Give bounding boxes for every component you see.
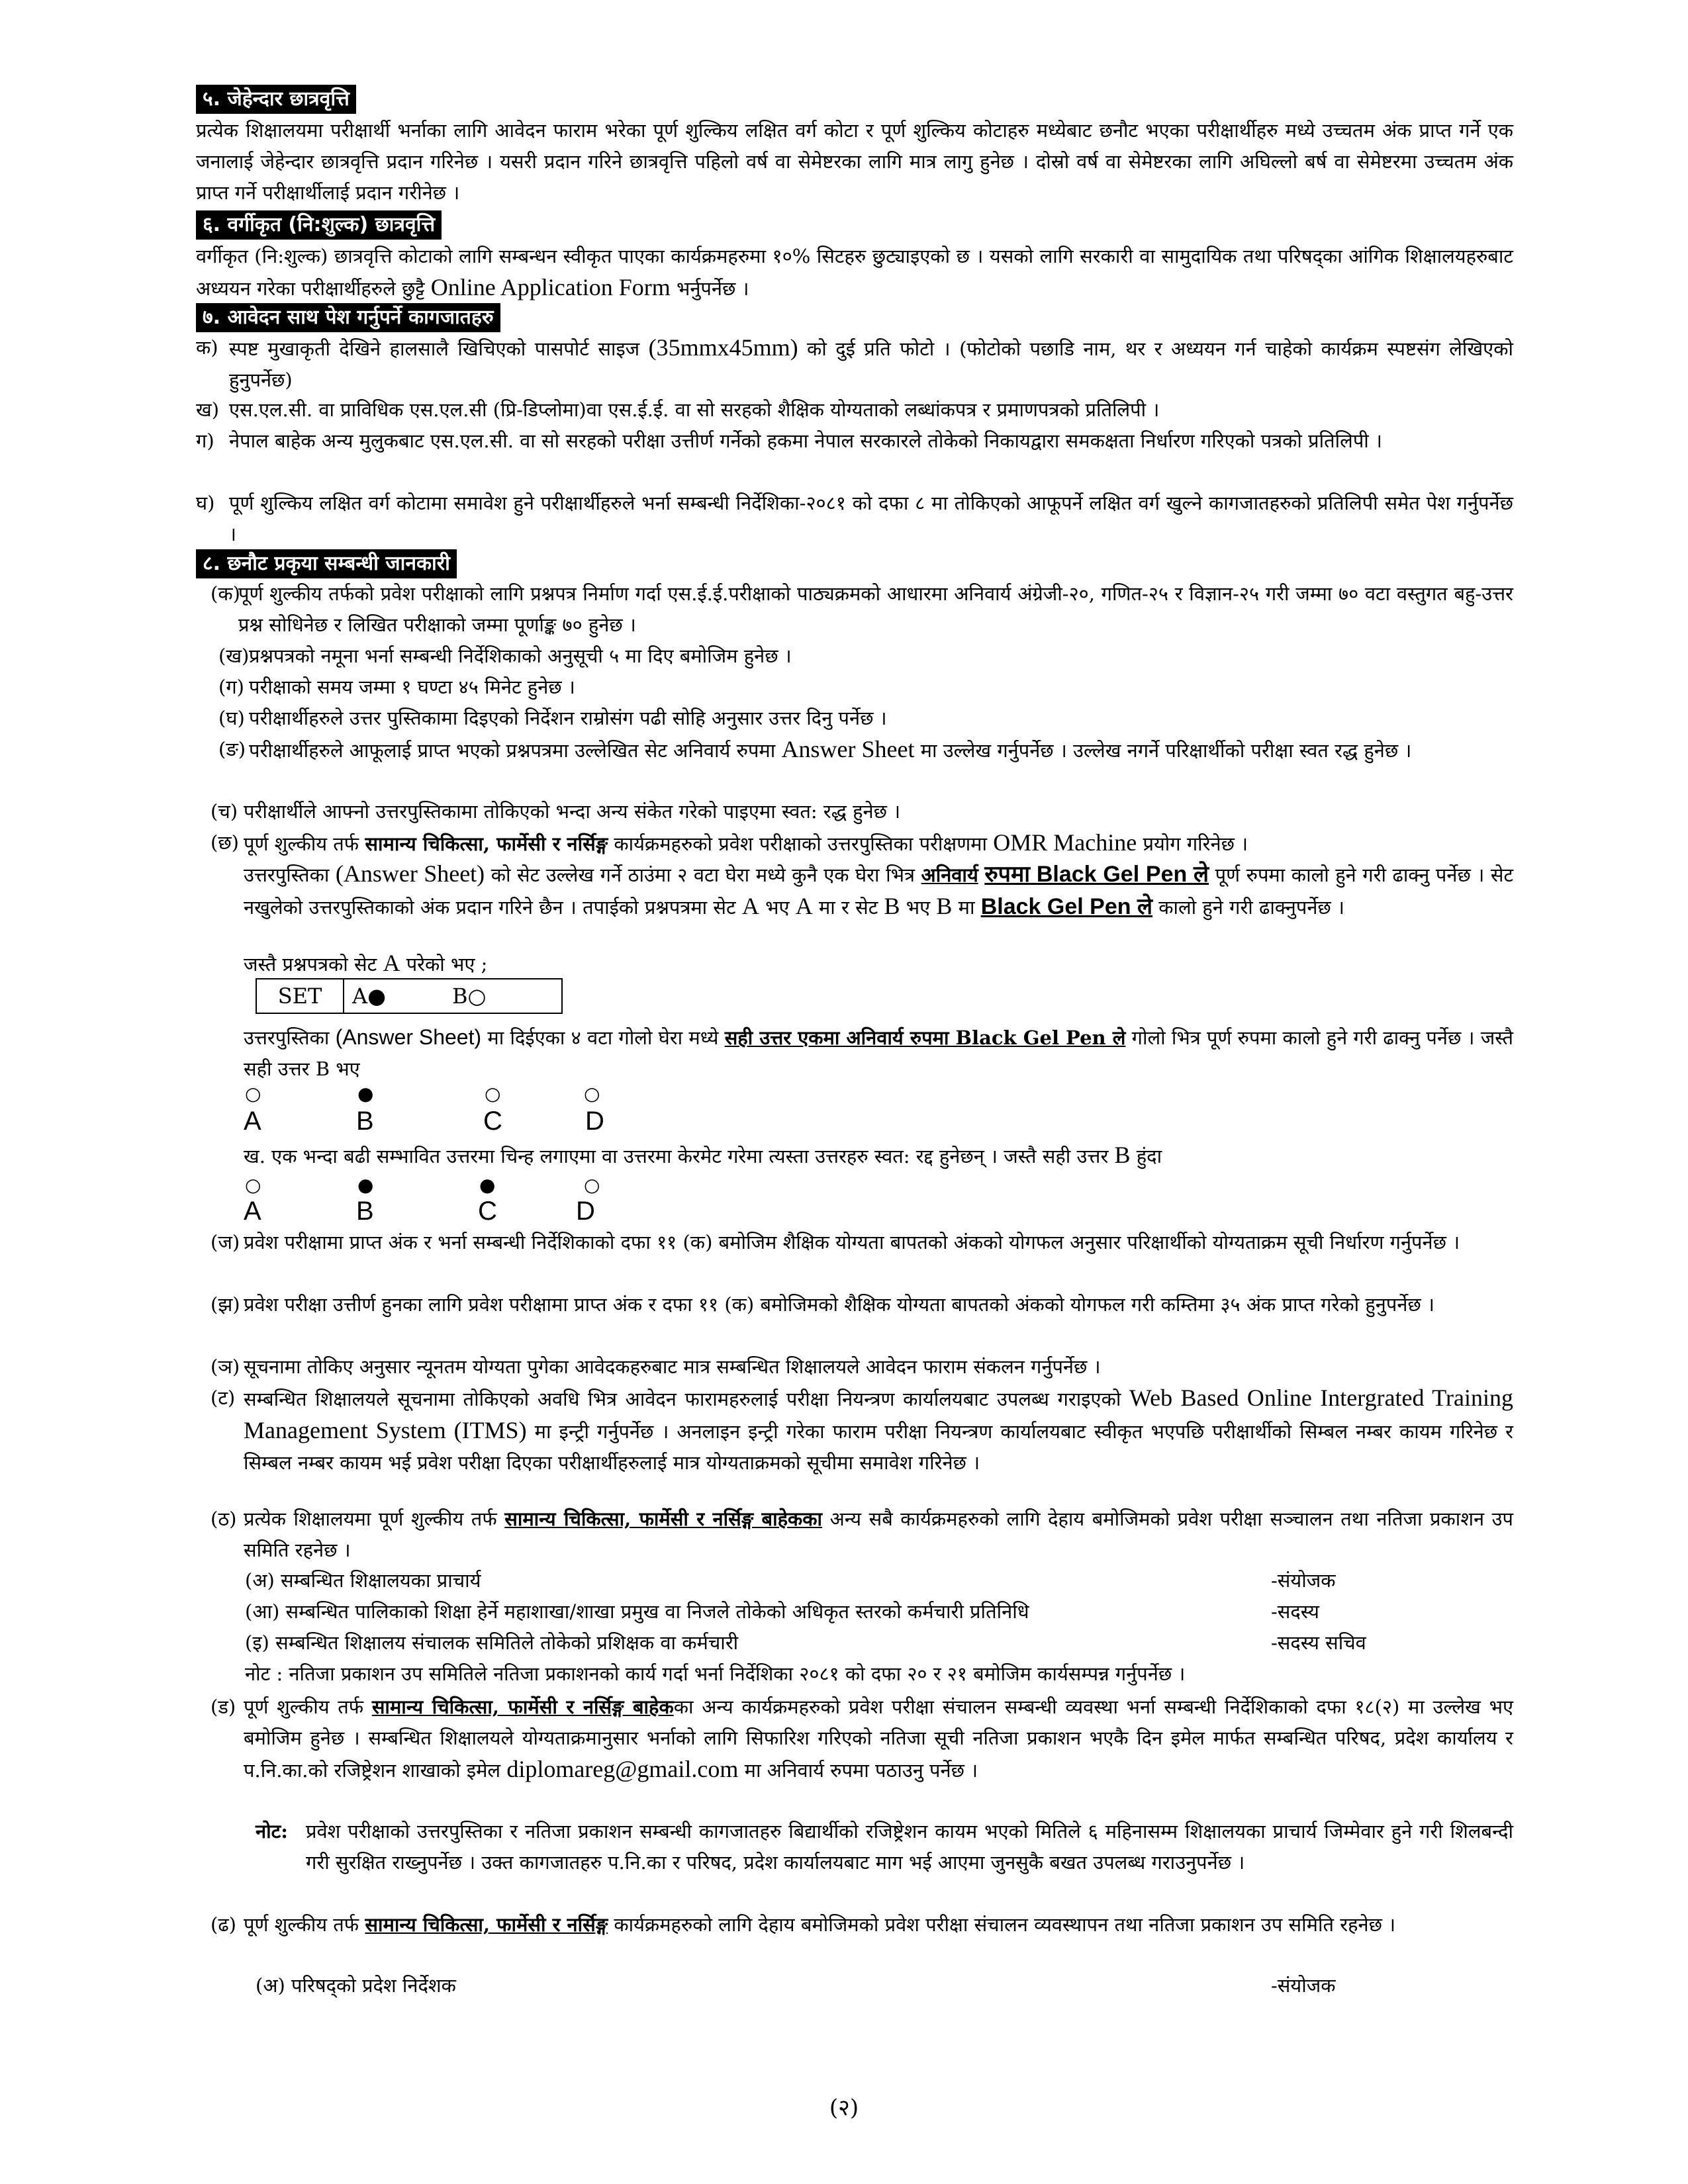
- item-text-tail: मा उल्लेख गर्नुपर्नेछ । उल्लेख नगर्ने परिक्षार्थीको परीक्षा स्वत रद्ध हुनेछ ।: [920, 739, 1412, 762]
- bubble-empty: ○: [584, 1174, 600, 1196]
- item-label: (घ): [218, 707, 245, 729]
- committee-role: -सदस्य: [1271, 1600, 1319, 1623]
- item-text-tail: कार्यक्रमहरुको लागि देहाय बमोजिमको प्रवेश परीक्षा संचालन व्यवस्थापन तथा नतिजा प्रकाशन उप समिति रहनेछ ।: [614, 1913, 1396, 1936]
- section-5-body: प्रत्येक शिक्षालयमा परीक्षार्थी भर्नाका लागि आवेदन फाराम भरेका पूर्ण शुल्किय लक्षित वर्ग कोटा र पूर्ण शुल्किय कोटाहरु मध्येबाट छनौट भएका परीक्षार्थीहरु मध्ये उच्चतम अंक प्राप्त गर्ने एक जनालाई जेहेन्दार छात्रवृत्ति प्रदान गरिनेछ । यसरी प्रदान गरिने छात्रवृत्ति पहिलो वर्ष वा सेमेष्टरका लागि मात्र लागु हुनेछ । दोस्रो वर्ष वा सेमेष्टरका लागि अघिल्लो बर्ष वा सेमेष्टरमा उच्चतम अंक प्राप्त गर्ने परीक्षार्थीलाई प्रदान गरीनेछ ।: [196, 119, 1513, 204]
- item-text-mid: कार्यक्रमहरुको प्रवेश परीक्षाको उत्तरपुस्तिका परीक्षणमा: [614, 833, 988, 855]
- text: को सेट उल्लेख गर्ने ठाउंमा २ वटा घेरा मध्ये कुनै एक घेरा भित्र: [491, 864, 915, 886]
- text: पूर्ण रुपमा कालो हुने गरी ढाक्नु पर्नेछ । सेट नखुलेको उत्तरपुस्तिकाको अंक प्रदान गरिने छैन । तपाईको प्रश्नपत्रमा सेट: [244, 864, 1514, 919]
- item-label: (ग): [218, 676, 244, 698]
- item-label: ग): [196, 430, 214, 452]
- item-text: सम्बन्धित शिक्षालयले सूचनामा तोकिएको अवधि भित्र आवेदन फारामहरुलाई परीक्षा नियन्त्रण कार्यालयबाट उपलब्ध गराइएको: [244, 1388, 1121, 1410]
- section-7-item-kha: [196, 394, 1513, 426]
- item-text-tail: मा अनिवार्य रुपमा पठाउनु पर्नेछ ।: [744, 1759, 978, 1782]
- section-7-item-ga: [196, 426, 1513, 457]
- item-label: (छ): [211, 831, 239, 854]
- text: उत्तरपुस्तिका: [244, 1026, 330, 1049]
- text: गोलो भित्र पूर्ण रुपमा कालो हुने गरी ढाक्नु पर्नेछ । जस्तै सही उत्तर B भए: [244, 1026, 1514, 1080]
- section-8-item-ta: [211, 1383, 1513, 1479]
- set-letter: A: [795, 893, 813, 919]
- section-5-heading: ५. जेहेन्दार छात्रवृत्ति: [196, 85, 356, 114]
- item-label: (च): [211, 800, 238, 823]
- committee-role: -सदस्य सचिव: [1271, 1631, 1366, 1654]
- item-text-tail: मा इन्ट्री गर्नुपर्नेछ । अनलाइन इन्ट्री गरेका फाराम परीक्षा नियन्त्रण कार्यालयबाट स्वीकृत भएपछि परीक्षार्थीको सिम्बल नम्बर कायम गरिनेछ र सिम्बल नम्बर कायम भई प्रवेश परीक्षा दिएका परीक्षार्थीहरुलाई मात्र योग्यताक्रमको सूचीमा समावेश गरिनेछ ।: [244, 1420, 1514, 1474]
- set-option-b: B○: [452, 983, 487, 1009]
- note-text: प्रवेश परीक्षाको उत्तरपुस्तिका र नतिजा प्रकाशन सम्बन्धी कागजातहरु बिद्यार्थीको रजिष्ट्रेशन कायम भएको मितिले ६ महिनासम्म शिक्षालयका प्राचार्य जिम्मेवार हुने गरी शिलबन्दी गरी सुरक्षित राख्नुपर्नेछ । उक्त कागजातहरु प.नि.का र परिषद, प्रदेश कार्यालयबाट माग भई आएमा जुनसुकै बखत उपलब्ध गराउनुपर्नेछ ।: [306, 1820, 1513, 1874]
- item-label: (ङ): [218, 738, 246, 760]
- text: भए: [906, 896, 931, 919]
- section-8-item-ja: [211, 1227, 1513, 1258]
- item-text: परीक्षार्थीहरुले आफूलाई प्राप्त भएको प्रश्नपत्रमा उल्लेखित सेट अनिवार्य रुपमा: [249, 739, 776, 762]
- set-options-cell: [344, 979, 561, 1013]
- item-text: प्रवेश परीक्षा उत्तीर्ण हुनका लागि प्रवेश परीक्षामा प्राप्त अंक र दफा ११ (क) बमोजिमको शैक्षिक योग्यता बापतको अंकको योगफल गरी कम्तिमा ३५ अंक प्राप्त गरेको हुनुपर्नेछ ।: [244, 1293, 1434, 1316]
- option-letter: A: [244, 1107, 261, 1136]
- option-letter: B: [356, 1107, 374, 1136]
- example-set-line: [244, 948, 1513, 980]
- text: जस्तै प्रश्नपत्रको सेट: [244, 953, 377, 976]
- item-text: एस.एल.सी. वा प्राविधिक एस.एल.सी (प्रि-डिप्लोमा)वा एस.ई.ई. वा सो सरहको शैक्षिक योग्यताको लब्धांकपत्र र प्रमाणपत्रको प्रतिलिपी ।: [229, 398, 1160, 421]
- set-letter: A: [741, 893, 759, 919]
- section-7-item-ka: [196, 332, 1513, 396]
- item-label: (ठ): [211, 1508, 237, 1530]
- item-label: (ञ): [211, 1355, 240, 1378]
- item-label: (ज): [211, 1231, 240, 1253]
- section-8-item-ka: [211, 578, 1513, 641]
- section-8-heading: ८. छनौट प्रकृया सम्बन्धी जानकारी: [196, 549, 457, 578]
- item-text-mid: का अन्य कार्यक्रमहरुको प्रवेश परीक्षा संचालन सम्बन्धी व्यवस्था भर्ना सम्बन्धी निर्देशिकाको दफा १८(२) मा उल्लेख भए बमोजिम हुनेछ । सम्बन्धित शिक्षालयले योग्यताक्रमानुसार भर्नाको लागि सिफारिश गरिएको नतिजा सूची नतिजा प्रकाशन भएकै दिन इमेल मार्फत सम्बन्धित परिषद, प्रदेश कार्यालय र प.नि.का.को रजिष्ट्रेशन शाखाको इमेल: [244, 1696, 1514, 1782]
- text: मा दिईएका ४ वटा गोलो घेरा मध्ये: [487, 1026, 719, 1049]
- bubble-filled: ●: [357, 1174, 374, 1196]
- set-letter: A: [383, 950, 400, 976]
- item-text: प्रश्नपत्रको नमूना भर्ना सम्बन्धी निर्देशिकाको अनुसूची ५ मा दिए बमोजिम हुनेछ ।: [249, 645, 792, 667]
- text: परेको भए ;: [406, 953, 488, 976]
- option-letter: D: [585, 1107, 604, 1136]
- online-form-text: Online Application Form: [430, 274, 671, 300]
- text: उत्तरपुस्तिका: [244, 864, 330, 886]
- section-8-item-dha: [211, 1909, 1513, 1940]
- item-label: (ट): [211, 1387, 236, 1409]
- section-8-item-da: [211, 1692, 1513, 1786]
- committee-member: (आ) सम्बन्धित पालिकाको शिक्षा हेर्ने महाशाखा/शाखा प्रमुख वा निजले तोकेको अधिकृत स्तरको कर्मचारी प्रतिनिधि: [245, 1600, 1029, 1623]
- section-6-text: वर्गीकृत (नि:शुल्क) छात्रवृत्ति कोटाको लागि सम्बन्धन स्वीकृत पाएका कार्यक्रमहरुमा १०% सिटहरु छुट्याइएको छ । यसको लागि सरकारी वा सामुदायिक तथा परिषद्का आंगिक शिक्षालयहरुबाट अध्ययन गरेका परीक्षार्थीहरुले छुट्टै: [196, 245, 1513, 300]
- committee-member: (इ) सम्बन्धित शिक्षालय संचालक समितिले तोकेको प्रशिक्षक वा कर्मचारी: [245, 1631, 739, 1654]
- item-text-tail: प्रयोग गरिनेछ ।: [1143, 833, 1248, 855]
- answer-sheet-text: (Answer Sheet): [335, 1025, 482, 1049]
- set-option-a: A●: [352, 983, 387, 1009]
- item-text: पूर्ण शुल्कीय तर्फको प्रवेश परीक्षाको लागि प्रश्नपत्र निर्माण गर्दा एस.ई.ई.परीक्षाको पाठ्यक्रमको आधारमा अनिवार्य अंग्रेजी-२०, गणित-२५ र विज्ञान-२५ गरी जम्मा ७० वटा वस्तुगत बहु-उत्तर प्रश्न सोधिनेछ र लिखित परीक्षाको जम्मा पूर्णाङ्क ७० हुनेछ ।: [238, 582, 1513, 636]
- item-text-tail: को दुई प्रति फोटो । (फोटोको पछाडि नाम, थर र अध्ययन गर्न चाहेको कार्यक्रम स्पष्टसंग लेखिएको हुनुपर्नेछ): [229, 338, 1513, 391]
- committee-member: (अ) परिषद्को प्रदेश निर्देशक: [256, 1974, 456, 1997]
- item-label: क): [196, 336, 218, 359]
- emphasis-text: सही उत्तर एकमा अनिवार्य रुपमा Black Gel Pen ले: [724, 1026, 1126, 1049]
- email-address: diplomareg@gmail.com: [506, 1756, 739, 1782]
- section-8-item-nga: [218, 734, 1513, 766]
- page-number: (२): [829, 2095, 859, 2121]
- item-text: पूर्ण शुल्किय लक्षित वर्ग कोटामा समावेश हुने परीक्षार्थीहरुले भर्ना सम्बन्धी निर्देशिका-२०८१ को दफा ८ मा तोकिएको आफूपर्ने लक्षित वर्ग खुल्ने कागजातहरुको प्रतिलिपी समेत पेश गर्नुपर्नेछ ।: [229, 492, 1513, 545]
- option-letter: B: [356, 1197, 374, 1226]
- bubble-empty: ○: [245, 1174, 261, 1196]
- option-letter: D: [576, 1197, 595, 1226]
- text: मा र सेट: [818, 896, 878, 919]
- section-8-item-kha: [218, 641, 1513, 672]
- omr-machine-text: OMR Machine: [993, 829, 1137, 856]
- option-letter: C: [478, 1197, 497, 1226]
- committee-member: (अ) सम्बन्धित शिक्षालयका प्राचार्य: [245, 1569, 481, 1592]
- emphasis-text: सामान्य चिकित्सा, फार्मेसी र नर्सिङ्ग: [365, 1913, 608, 1936]
- section-8-item-jha: [211, 1289, 1513, 1320]
- section-7-heading: ७. आवेदन साथ पेश गर्नुपर्ने कागजातहरु: [196, 303, 500, 332]
- committee-role: -संयोजक: [1271, 1569, 1336, 1592]
- text: हुंदा: [1136, 1145, 1162, 1167]
- text: भए: [765, 896, 790, 919]
- bubble-empty: ○: [245, 1083, 261, 1105]
- set-letter: B: [884, 893, 900, 919]
- item-label: (ख): [218, 645, 250, 667]
- item-text: परीक्षाको समय जम्मा १ घण्टा ४५ मिनेट हुनेछ ।: [249, 676, 575, 698]
- item-label: (ढ): [211, 1913, 236, 1936]
- section-8-item-chha: [211, 827, 1513, 860]
- section-8-item-tha: [211, 1504, 1513, 1566]
- item-label: (ड): [211, 1696, 236, 1718]
- itms-system-name: Web Based Online Intergrated Training Management System (ITMS): [244, 1385, 1513, 1443]
- section-6-heading: ६. वर्गीकृत (नि:शुल्क) छात्रवृत्ति: [196, 210, 442, 240]
- section-8-item-gha: [218, 703, 1513, 734]
- option-letter: C: [483, 1107, 502, 1136]
- answer-sheet-text: Answer Sheet: [781, 736, 915, 762]
- item-text: पूर्ण शुल्कीय तर्फ: [244, 833, 359, 855]
- item-text-tail: अन्य सबै कार्यक्रमहरुको लागि देहाय बमोजिमको प्रवेश परीक्षा सञ्चालन तथा नतिजा प्रकाशन उप समिति रहनेछ ।: [244, 1508, 1514, 1561]
- section-8-item-nya: [211, 1351, 1513, 1383]
- bubble-empty: ○: [485, 1083, 501, 1105]
- item-text: प्रत्येक शिक्षालयमा पूर्ण शुल्कीय तर्फ: [244, 1508, 497, 1530]
- note-label: नोट:: [256, 1820, 288, 1843]
- program-names: सामान्य चिकित्सा, फार्मेसी र नर्सिङ्ग: [365, 833, 608, 855]
- omr-instruction-2: [244, 1022, 1513, 1085]
- section-7-item-gha: [196, 488, 1513, 550]
- da-note: [256, 1816, 1513, 1878]
- emphasis-text: अनिवार्य: [921, 864, 978, 886]
- item-text: सूचनामा तोकिए अनुसार न्यूनतम योग्यता पुगेका आवेदकहरुबाट मात्र सम्बन्धित शिक्षालयले आवेदन फाराम संकलन गर्नुपर्नेछ ।: [244, 1355, 1101, 1378]
- item-label: (झ): [211, 1293, 240, 1316]
- set-example-table: [256, 978, 563, 1014]
- answer-letter: B: [1114, 1142, 1131, 1168]
- item-text: नेपाल बाहेक अन्य मुलुकबाट एस.एल.सी. वा सो सरहको परीक्षा उत्तीर्ण गर्नेको हकमा नेपाल सरकारले तोकेको निकायद्वारा समकक्षता निर्धारण गरिएको पत्रको प्रतिलिपी ।: [229, 430, 1383, 452]
- item-text: परीक्षार्थीले आफ्नो उत्तरपुस्तिकामा तोकिएको भन्दा अन्य संकेत गरेको पाइएमा स्वत: रद्ध हुनेछ ।: [244, 800, 901, 823]
- bubble-filled: ●: [357, 1083, 374, 1105]
- bubble-empty: ○: [584, 1083, 600, 1105]
- section-6-body: [196, 241, 1513, 304]
- item-label: (क): [211, 582, 240, 605]
- item-label: घ): [196, 492, 215, 514]
- emphasis-text: सामान्य चिकित्सा, फार्मेसी र नर्सिङ्ग बाहेकका: [504, 1508, 823, 1530]
- item-text: पूर्ण शुल्कीय तर्फ: [244, 1696, 364, 1718]
- set-letter: B: [936, 893, 953, 919]
- emphasis-black-gel-pen: Black Gel Pen ले: [980, 894, 1153, 919]
- item-label: ख): [196, 398, 220, 421]
- text: कालो हुने गरी ढाक्नुपर्नेछ ।: [1158, 896, 1344, 919]
- committee-role: -संयोजक: [1271, 1974, 1336, 1997]
- item-text: पूर्ण शुल्कीय तर्फ: [244, 1913, 359, 1936]
- item-text: परीक्षार्थीहरुले उत्तर पुस्तिकामा दिइएको निर्देशन राम्रोसंग पढी सोहि अनुसार उत्तर दिनु पर्नेछ ।: [249, 707, 887, 729]
- omr-instruction-1: [244, 858, 1513, 923]
- section-8-item-cha: [211, 796, 1513, 827]
- committee-note: नोट : नतिजा प्रकाशन उप समितिले नतिजा प्रकाशनको कार्य गर्दा भर्ना निर्देशिका २०८१ को दफा २० र २१ बमोजिम कार्यसम्पन्न गर्नुपर्नेछ ।: [245, 1662, 1186, 1685]
- section-8-item-ga: [218, 672, 1513, 703]
- emphasis-text: सामान्य चिकित्सा, फार्मेसी र नर्सिङ्ग बाहेक: [371, 1696, 674, 1718]
- set-label-cell: SET: [257, 979, 344, 1013]
- text: मा: [958, 896, 975, 919]
- bubble-filled: ●: [479, 1174, 496, 1196]
- section-6-tail: भर्नुपर्नेछ ।: [676, 277, 749, 300]
- answer-sheet-text: (Answer Sheet): [335, 860, 485, 887]
- text: ख. एक भन्दा बढी सम्भावित उत्तरमा चिन्ह लगाएमा वा उत्तरमा केरमेट गरेमा त्यस्ता उत्तरहरु स्वत: रद्द हुनेछन् । जस्तै सही उत्तर: [244, 1145, 1109, 1167]
- photo-size-text: (35mmx45mm): [648, 334, 798, 361]
- emphasis-black-gel-pen: रुपमा Black Gel Pen ले: [984, 862, 1209, 887]
- item-text: स्पष्ट मुखाकृती देखिने हालसालै खिचिएको पासपोर्ट साइज: [229, 338, 640, 360]
- option-letter: A: [244, 1197, 261, 1226]
- multiple-answer-note: [244, 1140, 1513, 1172]
- item-text: प्रवेश परीक्षामा प्राप्त अंक र भर्ना सम्बन्धी निर्देशिकाको दफा ११ (क) बमोजिम शैक्षिक योग्यता बापतको अंकको योगफल अनुसार परिक्षार्थीको योग्यताक्रम सूची निर्धारण गर्नुपर्नेछ ।: [244, 1231, 1460, 1253]
